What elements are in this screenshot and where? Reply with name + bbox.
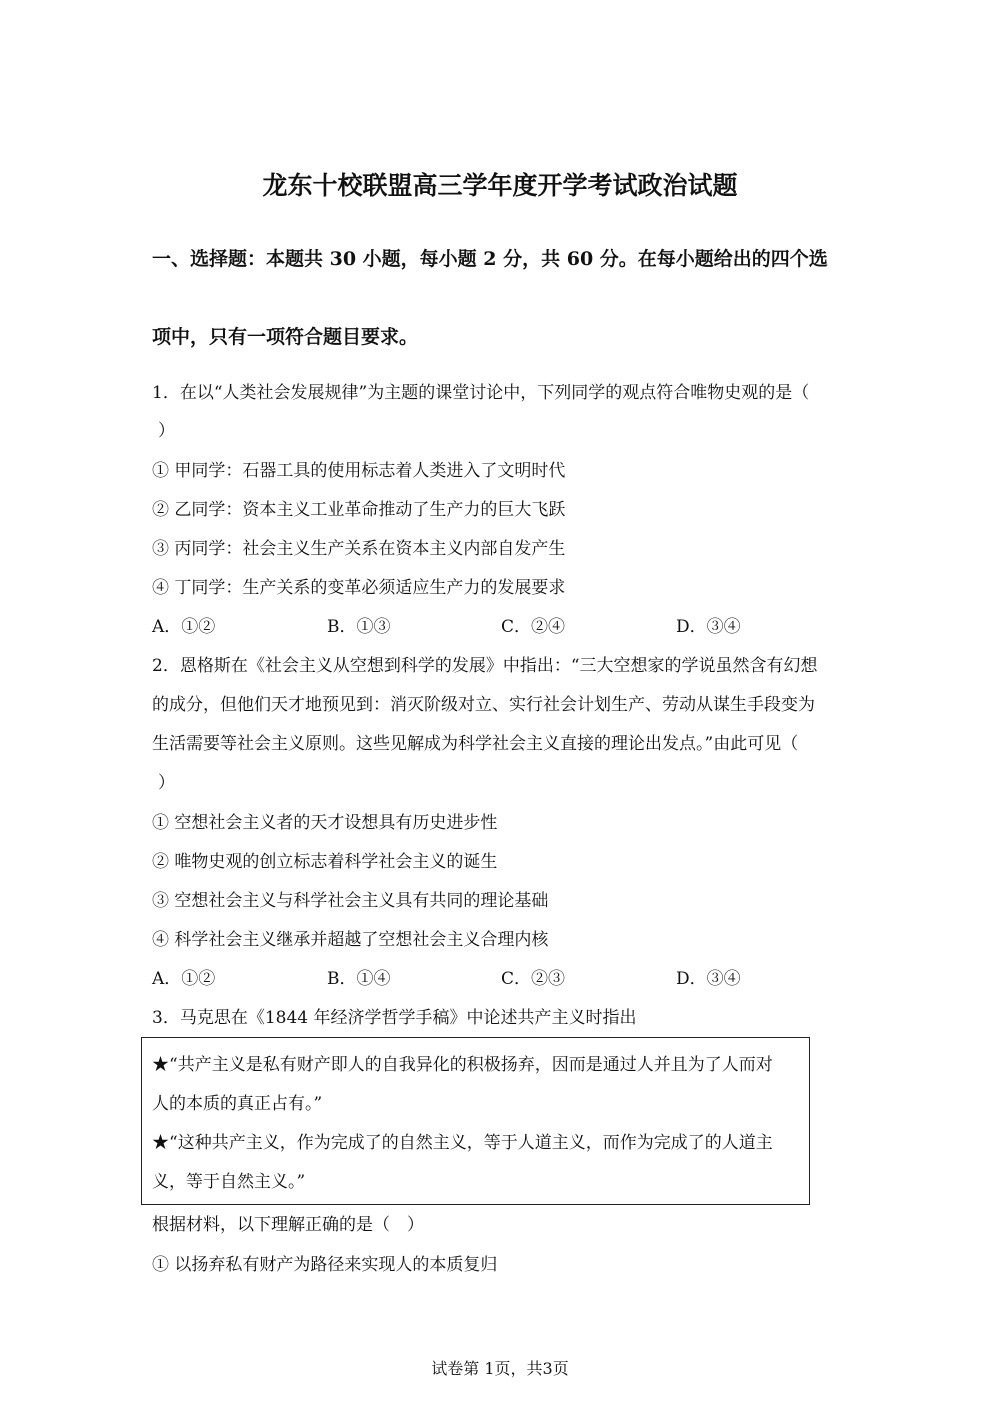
q1-option-a: A．①②	[152, 617, 216, 637]
q2-stem-line: 的成分，但他们天才地预见到：消灭阶级对立、实行社会计划生产、劳动从谋生手段变为	[152, 695, 815, 715]
q2-option-b: B．①④	[327, 969, 391, 989]
q3-material-line: ★“共产主义是私有财产即人的自我异化的积极扬弃，因而是通过人并且为了人而对	[152, 1055, 773, 1075]
page-title: 龙东十校联盟高三学年度开学考试政治试题	[262, 171, 738, 200]
q1-option-c: C．②④	[501, 617, 566, 637]
q2-option-d: D．③④	[676, 969, 741, 989]
q1-item: ① 甲同学：石器工具的使用标志着人类进入了文明时代	[152, 461, 566, 481]
q2-option-c: C．②③	[501, 969, 566, 989]
q2-item: ② 唯物史观的创立标志着科学社会主义的诞生	[152, 852, 498, 872]
q1-item: ② 乙同学：资本主义工业革命推动了生产力的巨大飞跃	[152, 500, 566, 520]
section-heading-line-2: 项中，只有一项符合题目要求。	[152, 326, 419, 348]
q1-option-d: D．③④	[676, 617, 741, 637]
q2-item: ④ 科学社会主义继承并超越了空想社会主义合理内核	[152, 930, 549, 950]
q1-item: ③ 丙同学：社会主义生产关系在资本主义内部自发产生	[152, 539, 566, 559]
q2-stem-line: 生活需要等社会主义原则。这些见解成为科学社会主义直接的理论出发点。”由此可见（	[152, 734, 799, 754]
q2-item: ③ 空想社会主义与科学社会主义具有共同的理论基础	[152, 891, 549, 911]
q2-stem-line: ）	[158, 773, 175, 793]
q3-material-line: ★“这种共产主义，作为完成了的自然主义，等于人道主义，而作为完成了的人道主	[152, 1133, 773, 1153]
q3-material-line: 人的本质的真正占有。”	[152, 1094, 323, 1114]
q2-item: ① 空想社会主义者的天才设想具有历史进步性	[152, 813, 498, 833]
q1-stem-line-2: ）	[158, 421, 175, 441]
section-heading-line-1: 一、选择题：本题共 30 小题，每小题 2 分，共 60 分。在每小题给出的四个选	[152, 248, 828, 270]
q1-item: ④ 丁同学：生产关系的变革必须适应生产力的发展要求	[152, 578, 566, 598]
q1-stem-line-1: 1．在以“人类社会发展规律”为主题的课堂讨论中，下列同学的观点符合唯物史观的是（	[152, 383, 810, 403]
q1-option-b: B．①③	[327, 617, 391, 637]
q3-question: 根据材料，以下理解正确的是（ ）	[152, 1215, 424, 1235]
q2-stem-line: 2．恩格斯在《社会主义从空想到科学的发展》中指出：“三大空想家的学说虽然含有幻想	[152, 656, 818, 676]
q3-stem: 3．马克思在《1844 年经济学哲学手稿》中论述共产主义时指出	[152, 1008, 637, 1028]
page-footer: 试卷第 1页，共3页	[431, 1359, 569, 1378]
q2-option-a: A．①②	[152, 969, 216, 989]
q3-item: ① 以扬弃私有财产为路径来实现人的本质复归	[152, 1255, 498, 1275]
q3-material-line: 义，等于自然主义。”	[152, 1172, 306, 1192]
